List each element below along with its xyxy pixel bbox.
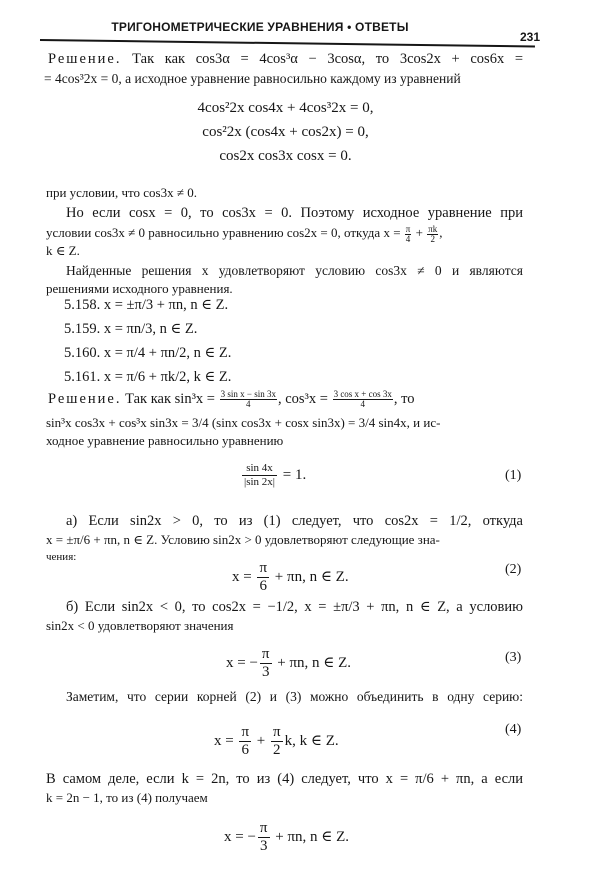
fraction-pi-over-4: $\frac{\pi}{4}$ — [405, 223, 411, 244]
paragraph-3-line-1: Найденные решения x удовлетворяют условию cos3x ≠ 0 и являются — [66, 263, 523, 278]
case-b-line-1: б) Если sin2x < 0, то cos2x = −1/2, x = ±π/3 + πn, n ∈ Z, а условию — [66, 599, 523, 615]
header-rule — [40, 39, 535, 47]
fraction-pi-over-3-eq5: $\frac{\pi}{3}$ — [259, 820, 268, 854]
equation-3: x = − $\frac{\pi}{3}$ + πn, n ∈ Z. — [226, 646, 352, 680]
answer-5-159: 5.159. x = πn/3, n ∈ Z. — [64, 321, 198, 337]
equation-b: cos²2x (cos4x + cos2x) = 0, — [202, 124, 369, 140]
solution-1-line-2: = 4cos³2x = 0, а исходное уравнение равносильно каждому из уравнений — [44, 71, 461, 86]
case-b-line-2: sin2x < 0 удовлетворяют значения — [46, 618, 234, 633]
condition-line: при условии, что cos3x ≠ 0. — [46, 185, 197, 200]
answer-5-161: 5.161. x = π/6 + πk/2, k ∈ Z. — [64, 369, 232, 385]
paragraph-series-line: Заметим, что серии корней (2) и (3) можно объединить в одну серию: — [66, 689, 523, 704]
equation-1: $\frac{\sin 4x}{|\sin 2x|}$ = 1. — [244, 462, 307, 488]
case-a-line-1: а) Если sin2x > 0, то из (1) следует, что cos2x = 1/2, откуда — [66, 513, 523, 529]
paragraph-final-line-2: k = 2n − 1, то из (4) получаем — [46, 790, 208, 805]
equation-1-number: (1) — [505, 468, 522, 483]
page-number: 231 — [520, 30, 541, 44]
solution-2-line-3: ходное уравнение равносильно уравнению — [46, 433, 284, 448]
solution-2-line-1: Решение. Так как sin³x = $\frac{\text{3 sin x − sin 3x}}{4}$ , cos³x = $\frac{\text{3 cos x + cos 3x}}{4}$ , то — [48, 389, 415, 410]
equation-5: x = − $\frac{\pi}{3}$ + πn, n ∈ Z. — [224, 820, 350, 854]
fraction-pi-over-6: $\frac{\pi}{6}$ — [259, 560, 268, 594]
answer-5-160: 5.160. x = π/4 + πn/2, n ∈ Z. — [64, 345, 232, 361]
case-a-line-2: x = ±π/6 + πn, n ∈ Z. Условию sin2x > 0 удовлетворяют следующие зна- — [46, 532, 440, 547]
fraction-sin4x-over-abs-sin2x: $\frac{\sin 4x}{|\sin 2x|}$ — [244, 462, 275, 488]
solution-1-text-1: Так как cos3α = 4cos³α − 3cosα, то 3cos2x + cos6x = — [132, 51, 524, 67]
fraction-pi-over-3: $\frac{\pi}{3}$ — [261, 646, 270, 680]
fraction-sin-cubed: $\frac{\text{3 sin x − sin 3x}}{4}$ — [220, 389, 276, 410]
fraction-pi-over-6-eq4: $\frac{\pi}{6}$ — [241, 724, 250, 758]
paragraph-3-line-2: решениями исходного уравнения. — [46, 281, 233, 296]
paragraph-2-text-2: условии cos3x ≠ 0 равносильно уравнению cos2x = 0, откуда x = — [46, 225, 401, 240]
answer-5-158: 5.158. x = ±π/3 + πn, n ∈ Z. — [64, 297, 229, 313]
fraction-pik-over-2: $\frac{\pi k}{2}$ — [428, 223, 438, 244]
fraction-pi-over-2: $\frac{\pi}{2}$ — [273, 724, 281, 758]
equation-c: cos2x cos3x cosx = 0. — [219, 148, 352, 164]
case-a-line-3: чения: — [46, 551, 77, 563]
solution-2-label: Решение. — [48, 391, 122, 407]
equation-4: x = $\frac{\pi}{6}$ + $\frac{\pi}{2}$ k, k ∈ Z. — [214, 724, 339, 758]
running-header: ТРИГОНОМЕТРИЧЕСКИЕ УРАВНЕНИЯ • ОТВЕТЫ — [111, 20, 409, 34]
equation-a: 4cos²2x cos4x + 4cos³2x = 0, — [197, 100, 374, 116]
equation-2: x = $\frac{\pi}{6}$ + πn, n ∈ Z. — [232, 560, 349, 594]
equation-4-number: (4) — [505, 722, 522, 737]
paragraph-final-line-1: В самом деле, если k = 2n, то из (4) следует, что x = π/6 + πn, а если — [46, 771, 523, 787]
solution-label: Решение. — [48, 51, 122, 67]
solution-1-line-1 — [48, 50, 523, 68]
paragraph-2-line-1: Но если cosx = 0, то cos3x = 0. Поэтому исходное уравнение при — [66, 205, 523, 221]
paragraph-2-line-3: k ∈ Z. — [46, 243, 80, 258]
fraction-cos-cubed: $\frac{\text{3 cos x + cos 3x}}{4}$ — [333, 389, 392, 410]
equation-3-number: (3) — [505, 650, 522, 665]
equation-2-number: (2) — [505, 562, 522, 577]
solution-2-line-2: sin³x cos3x + cos³x sin3x = 3/4 (sinx cos3x + cosx sin3x) = 3/4 sin4x, и ис- — [46, 415, 441, 430]
paragraph-2-line-2: условии cos3x ≠ 0 равносильно уравнению cos2x = 0, откуда x = $\frac{\pi}{4}$ + $\frac{\pi k}{2}$ , — [46, 223, 443, 244]
